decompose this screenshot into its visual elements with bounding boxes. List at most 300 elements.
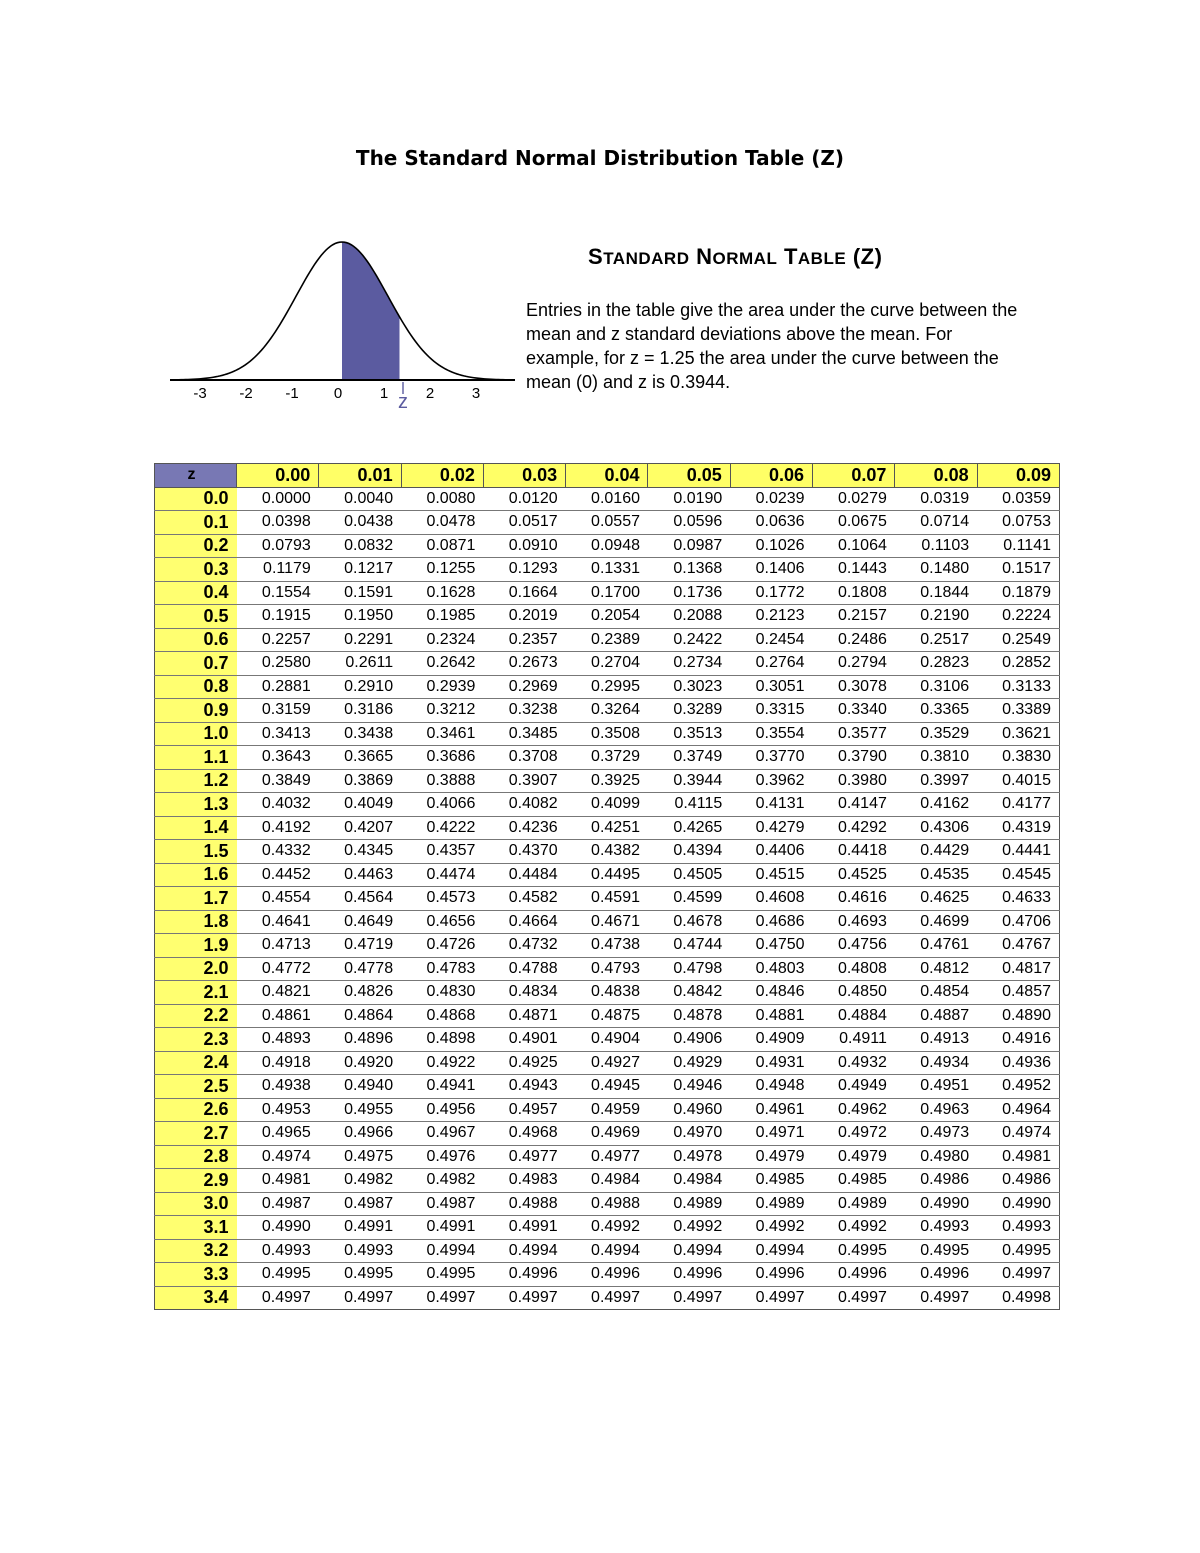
column-header: 0.07 bbox=[813, 464, 895, 488]
axis-tick-label: -2 bbox=[239, 385, 253, 402]
table-row bbox=[155, 863, 1060, 887]
table-cell: 0.4699 bbox=[895, 910, 977, 934]
table-cell: 0.4995 bbox=[319, 1263, 401, 1287]
table-row bbox=[155, 981, 1060, 1005]
table-cell: 0.4978 bbox=[648, 1145, 730, 1169]
table-cell: 0.0714 bbox=[895, 511, 977, 535]
table-cell: 0.2764 bbox=[730, 652, 812, 676]
table-cell: 0.4803 bbox=[730, 957, 812, 981]
table-cell: 0.4015 bbox=[977, 769, 1059, 793]
row-header: 1.1 bbox=[155, 746, 237, 770]
table-cell: 0.4989 bbox=[813, 1192, 895, 1216]
table-cell: 0.0753 bbox=[977, 511, 1059, 535]
table-cell: 0.4957 bbox=[483, 1098, 565, 1122]
table-cell: 0.4998 bbox=[977, 1286, 1059, 1310]
table-cell: 0.4573 bbox=[401, 887, 483, 911]
table-row bbox=[155, 934, 1060, 958]
row-header: 3.0 bbox=[155, 1192, 237, 1216]
table-cell: 0.4965 bbox=[237, 1122, 319, 1146]
table-cell: 0.4981 bbox=[237, 1169, 319, 1193]
row-header: 2.1 bbox=[155, 981, 237, 1005]
table-cell: 0.4418 bbox=[813, 840, 895, 864]
table-cell: 0.4761 bbox=[895, 934, 977, 958]
table-cell: 0.0239 bbox=[730, 487, 812, 511]
axis-tick-label: -1 bbox=[285, 385, 299, 402]
table-cell: 0.3212 bbox=[401, 699, 483, 723]
table-cell: 0.4177 bbox=[977, 793, 1059, 817]
row-header: 1.6 bbox=[155, 863, 237, 887]
table-cell: 0.4452 bbox=[237, 863, 319, 887]
table-cell: 0.4441 bbox=[977, 840, 1059, 864]
table-cell: 0.4744 bbox=[648, 934, 730, 958]
table-cell: 0.3729 bbox=[566, 746, 648, 770]
table-cell: 0.4991 bbox=[483, 1216, 565, 1240]
table-header-row bbox=[155, 464, 1060, 488]
table-cell: 0.2517 bbox=[895, 628, 977, 652]
table-row bbox=[155, 1122, 1060, 1146]
table-cell: 0.2422 bbox=[648, 628, 730, 652]
table-cell: 0.4922 bbox=[401, 1051, 483, 1075]
table-cell: 0.4967 bbox=[401, 1122, 483, 1146]
table-cell: 0.4906 bbox=[648, 1028, 730, 1052]
table-cell: 0.1985 bbox=[401, 605, 483, 629]
table-cell: 0.4987 bbox=[319, 1192, 401, 1216]
row-header: 3.4 bbox=[155, 1286, 237, 1310]
table-cell: 0.3365 bbox=[895, 699, 977, 723]
table-cell: 0.4878 bbox=[648, 1004, 730, 1028]
table-row bbox=[155, 1028, 1060, 1052]
table-cell: 0.4916 bbox=[977, 1028, 1059, 1052]
table-cell: 0.0596 bbox=[648, 511, 730, 535]
table-cell: 0.2642 bbox=[401, 652, 483, 676]
table-cell: 0.3023 bbox=[648, 675, 730, 699]
table-cell: 0.4554 bbox=[237, 887, 319, 911]
table-cell: 0.3133 bbox=[977, 675, 1059, 699]
row-header: 1.3 bbox=[155, 793, 237, 817]
table-cell: 0.3315 bbox=[730, 699, 812, 723]
table-cell: 0.4977 bbox=[566, 1145, 648, 1169]
table-cell: 0.4332 bbox=[237, 840, 319, 864]
column-header: 0.06 bbox=[730, 464, 812, 488]
table-cell: 0.3186 bbox=[319, 699, 401, 723]
table-cell: 0.4997 bbox=[566, 1286, 648, 1310]
table-cell: 0.1443 bbox=[813, 558, 895, 582]
table-cell: 0.4616 bbox=[813, 887, 895, 911]
table-cell: 0.0279 bbox=[813, 487, 895, 511]
table-cell: 0.0120 bbox=[483, 487, 565, 511]
table-cell: 0.4279 bbox=[730, 816, 812, 840]
table-cell: 0.4992 bbox=[566, 1216, 648, 1240]
table-cell: 0.4941 bbox=[401, 1075, 483, 1099]
table-cell: 0.4997 bbox=[319, 1286, 401, 1310]
table-cell: 0.2939 bbox=[401, 675, 483, 699]
row-header: 2.3 bbox=[155, 1028, 237, 1052]
table-cell: 0.4987 bbox=[237, 1192, 319, 1216]
table-cell: 0.3749 bbox=[648, 746, 730, 770]
table-cell: 0.0793 bbox=[237, 534, 319, 558]
table-cell: 0.2257 bbox=[237, 628, 319, 652]
table-cell: 0.2580 bbox=[237, 652, 319, 676]
table-cell: 0.4992 bbox=[648, 1216, 730, 1240]
axis-tick-label: 2 bbox=[425, 385, 435, 402]
table-cell: 0.4979 bbox=[813, 1145, 895, 1169]
table-cell: 0.4265 bbox=[648, 816, 730, 840]
table-cell: 0.4992 bbox=[730, 1216, 812, 1240]
table-cell: 0.0080 bbox=[401, 487, 483, 511]
table-cell: 0.3665 bbox=[319, 746, 401, 770]
table-cell: 0.4817 bbox=[977, 957, 1059, 981]
table-cell: 0.4896 bbox=[319, 1028, 401, 1052]
table-cell: 0.4977 bbox=[483, 1145, 565, 1169]
table-cell: 0.4972 bbox=[813, 1122, 895, 1146]
table-cell: 0.0359 bbox=[977, 487, 1059, 511]
table-cell: 0.4966 bbox=[319, 1122, 401, 1146]
table-cell: 0.4995 bbox=[401, 1263, 483, 1287]
table-cell: 0.4976 bbox=[401, 1145, 483, 1169]
table-cell: 0.4854 bbox=[895, 981, 977, 1005]
table-cell: 0.4207 bbox=[319, 816, 401, 840]
table-cell: 0.4988 bbox=[483, 1192, 565, 1216]
row-header: 0.8 bbox=[155, 675, 237, 699]
table-cell: 0.2611 bbox=[319, 652, 401, 676]
table-cell: 0.4911 bbox=[813, 1028, 895, 1052]
row-header: 1.0 bbox=[155, 722, 237, 746]
table-cell: 0.4887 bbox=[895, 1004, 977, 1028]
table-cell: 0.2454 bbox=[730, 628, 812, 652]
table-cell: 0.4984 bbox=[566, 1169, 648, 1193]
table-cell: 0.4706 bbox=[977, 910, 1059, 934]
table-cell: 0.2969 bbox=[483, 675, 565, 699]
normal-curve-diagram bbox=[170, 236, 515, 411]
table-cell: 0.4049 bbox=[319, 793, 401, 817]
table-cell: 0.4474 bbox=[401, 863, 483, 887]
table-cell: 0.4909 bbox=[730, 1028, 812, 1052]
table-cell: 0.2881 bbox=[237, 675, 319, 699]
table-cell: 0.4099 bbox=[566, 793, 648, 817]
table-cell: 0.3770 bbox=[730, 746, 812, 770]
table-cell: 0.4861 bbox=[237, 1004, 319, 1028]
table-cell: 0.0910 bbox=[483, 534, 565, 558]
table-cell: 0.4936 bbox=[977, 1051, 1059, 1075]
table-cell: 0.4599 bbox=[648, 887, 730, 911]
table-cell: 0.4987 bbox=[401, 1192, 483, 1216]
row-header: 2.5 bbox=[155, 1075, 237, 1099]
table-cell: 0.0478 bbox=[401, 511, 483, 535]
table-cell: 0.2224 bbox=[977, 605, 1059, 629]
row-header: 2.8 bbox=[155, 1145, 237, 1169]
table-cell: 0.4996 bbox=[648, 1263, 730, 1287]
table-cell: 0.4943 bbox=[483, 1075, 565, 1099]
table-cell: 0.4934 bbox=[895, 1051, 977, 1075]
table-description: Entries in the table give the area under the curve between the mean and z standard deviations above the mean. For example, for z = 1.25 the area under the curve between the mean (0) and z is 0.3944. bbox=[526, 300, 1018, 392]
table-cell: 0.3289 bbox=[648, 699, 730, 723]
table-cell: 0.4767 bbox=[977, 934, 1059, 958]
column-header: 0.01 bbox=[319, 464, 401, 488]
table-cell: 0.0319 bbox=[895, 487, 977, 511]
table-cell: 0.3513 bbox=[648, 722, 730, 746]
table-cell: 0.4345 bbox=[319, 840, 401, 864]
table-cell: 0.4932 bbox=[813, 1051, 895, 1075]
table-cell: 0.3790 bbox=[813, 746, 895, 770]
table-row bbox=[155, 628, 1060, 652]
table-cell: 0.4463 bbox=[319, 863, 401, 887]
table-cell: 0.1103 bbox=[895, 534, 977, 558]
table-cell: 0.4959 bbox=[566, 1098, 648, 1122]
table-cell: 0.4306 bbox=[895, 816, 977, 840]
table-cell: 0.0871 bbox=[401, 534, 483, 558]
table-cell: 0.4535 bbox=[895, 863, 977, 887]
table-cell: 0.4955 bbox=[319, 1098, 401, 1122]
table-cell: 0.4495 bbox=[566, 863, 648, 887]
table-cell: 0.2734 bbox=[648, 652, 730, 676]
table-cell: 0.1255 bbox=[401, 558, 483, 582]
table-cell: 0.4949 bbox=[813, 1075, 895, 1099]
table-cell: 0.4993 bbox=[977, 1216, 1059, 1240]
table-cell: 0.4850 bbox=[813, 981, 895, 1005]
row-header: 0.4 bbox=[155, 581, 237, 605]
table-cell: 0.4994 bbox=[483, 1239, 565, 1263]
table-cell: 0.4222 bbox=[401, 816, 483, 840]
table-row bbox=[155, 1216, 1060, 1240]
table-cell: 0.2019 bbox=[483, 605, 565, 629]
table-cell: 0.4988 bbox=[566, 1192, 648, 1216]
table-cell: 0.2088 bbox=[648, 605, 730, 629]
table-cell: 0.3554 bbox=[730, 722, 812, 746]
table-cell: 0.4608 bbox=[730, 887, 812, 911]
table-cell: 0.4985 bbox=[813, 1169, 895, 1193]
table-row bbox=[155, 1286, 1060, 1310]
table-cell: 0.4656 bbox=[401, 910, 483, 934]
table-cell: 0.4989 bbox=[648, 1192, 730, 1216]
table-cell: 0.4319 bbox=[977, 816, 1059, 840]
table-cell: 0.2157 bbox=[813, 605, 895, 629]
table-cell: 0.4925 bbox=[483, 1051, 565, 1075]
table-cell: 0.2910 bbox=[319, 675, 401, 699]
table-cell: 0.4994 bbox=[401, 1239, 483, 1263]
table-cell: 0.2486 bbox=[813, 628, 895, 652]
table-cell: 0.4564 bbox=[319, 887, 401, 911]
table-cell: 0.4591 bbox=[566, 887, 648, 911]
table-cell: 0.4830 bbox=[401, 981, 483, 1005]
table-cell: 0.4995 bbox=[895, 1239, 977, 1263]
column-header: 0.09 bbox=[977, 464, 1059, 488]
table-cell: 0.1179 bbox=[237, 558, 319, 582]
table-cell: 0.0636 bbox=[730, 511, 812, 535]
table-cell: 0.4484 bbox=[483, 863, 565, 887]
row-header: 3.2 bbox=[155, 1239, 237, 1263]
table-cell: 0.4990 bbox=[237, 1216, 319, 1240]
table-cell: 0.0987 bbox=[648, 534, 730, 558]
table-cell: 0.4920 bbox=[319, 1051, 401, 1075]
table-cell: 0.3389 bbox=[977, 699, 1059, 723]
row-header: 1.8 bbox=[155, 910, 237, 934]
table-cell: 0.3888 bbox=[401, 769, 483, 793]
table-cell: 0.3051 bbox=[730, 675, 812, 699]
row-header: 2.7 bbox=[155, 1122, 237, 1146]
table-row bbox=[155, 1075, 1060, 1099]
table-row bbox=[155, 558, 1060, 582]
table-row bbox=[155, 746, 1060, 770]
shaded-area bbox=[342, 242, 400, 380]
table-cell: 0.4980 bbox=[895, 1145, 977, 1169]
table-cell: 0.3686 bbox=[401, 746, 483, 770]
table-cell: 0.4394 bbox=[648, 840, 730, 864]
row-header: 3.3 bbox=[155, 1263, 237, 1287]
table-cell: 0.4808 bbox=[813, 957, 895, 981]
table-cell: 0.4963 bbox=[895, 1098, 977, 1122]
table-cell: 0.4989 bbox=[730, 1192, 812, 1216]
table-cell: 0.1368 bbox=[648, 558, 730, 582]
table-cell: 0.3997 bbox=[895, 769, 977, 793]
table-cell: 0.4738 bbox=[566, 934, 648, 958]
table-cell: 0.4678 bbox=[648, 910, 730, 934]
table-cell: 0.4996 bbox=[566, 1263, 648, 1287]
column-header: 0.05 bbox=[648, 464, 730, 488]
table-cell: 0.3849 bbox=[237, 769, 319, 793]
table-cell: 0.4893 bbox=[237, 1028, 319, 1052]
table-cell: 0.4945 bbox=[566, 1075, 648, 1099]
row-header: 0.2 bbox=[155, 534, 237, 558]
table-cell: 0.4370 bbox=[483, 840, 565, 864]
table-cell: 0.4890 bbox=[977, 1004, 1059, 1028]
table-cell: 0.4992 bbox=[813, 1216, 895, 1240]
table-cell: 0.4913 bbox=[895, 1028, 977, 1052]
table-cell: 0.4649 bbox=[319, 910, 401, 934]
table-cell: 0.4686 bbox=[730, 910, 812, 934]
table-row bbox=[155, 840, 1060, 864]
table-cell: 0.4960 bbox=[648, 1098, 730, 1122]
table-cell: 0.4997 bbox=[895, 1286, 977, 1310]
table-cell: 0.4983 bbox=[483, 1169, 565, 1193]
row-header: 1.9 bbox=[155, 934, 237, 958]
table-cell: 0.4429 bbox=[895, 840, 977, 864]
row-header: 0.6 bbox=[155, 628, 237, 652]
table-cell: 0.3643 bbox=[237, 746, 319, 770]
table-cell: 0.4732 bbox=[483, 934, 565, 958]
row-header: 1.7 bbox=[155, 887, 237, 911]
table-cell: 0.4995 bbox=[237, 1263, 319, 1287]
table-cell: 0.4996 bbox=[895, 1263, 977, 1287]
table-row bbox=[155, 887, 1060, 911]
axis-ticks bbox=[193, 385, 480, 402]
table-cell: 0.4953 bbox=[237, 1098, 319, 1122]
table-row bbox=[155, 511, 1060, 535]
table-cell: 0.0040 bbox=[319, 487, 401, 511]
table-cell: 0.4997 bbox=[648, 1286, 730, 1310]
table-cell: 0.4952 bbox=[977, 1075, 1059, 1099]
table-cell: 0.4993 bbox=[319, 1239, 401, 1263]
table-cell: 0.2324 bbox=[401, 628, 483, 652]
table-cell: 0.4162 bbox=[895, 793, 977, 817]
table-cell: 0.2357 bbox=[483, 628, 565, 652]
table-cell: 0.1064 bbox=[813, 534, 895, 558]
table-cell: 0.4625 bbox=[895, 887, 977, 911]
table-cell: 0.1331 bbox=[566, 558, 648, 582]
table-cell: 0.4971 bbox=[730, 1122, 812, 1146]
table-cell: 0.0160 bbox=[566, 487, 648, 511]
table-cell: 0.4641 bbox=[237, 910, 319, 934]
table-cell: 0.4545 bbox=[977, 863, 1059, 887]
table-cell: 0.4821 bbox=[237, 981, 319, 1005]
row-header: 0.3 bbox=[155, 558, 237, 582]
table-cell: 0.4962 bbox=[813, 1098, 895, 1122]
table-cell: 0.0190 bbox=[648, 487, 730, 511]
table-cell: 0.1700 bbox=[566, 581, 648, 605]
table-cell: 0.4996 bbox=[813, 1263, 895, 1287]
table-cell: 0.4788 bbox=[483, 957, 565, 981]
table-cell: 0.4996 bbox=[483, 1263, 565, 1287]
table-cell: 0.4192 bbox=[237, 816, 319, 840]
table-cell: 0.4991 bbox=[401, 1216, 483, 1240]
table-cell: 0.3078 bbox=[813, 675, 895, 699]
table-cell: 0.3508 bbox=[566, 722, 648, 746]
table-cell: 0.4834 bbox=[483, 981, 565, 1005]
table-cell: 0.3830 bbox=[977, 746, 1059, 770]
column-header: 0.00 bbox=[237, 464, 319, 488]
table-cell: 0.3106 bbox=[895, 675, 977, 699]
table-cell: 0.4671 bbox=[566, 910, 648, 934]
column-header: 0.04 bbox=[566, 464, 648, 488]
table-cell: 0.2054 bbox=[566, 605, 648, 629]
table-cell: 0.4871 bbox=[483, 1004, 565, 1028]
table-cell: 0.2794 bbox=[813, 652, 895, 676]
table-cell: 0.1480 bbox=[895, 558, 977, 582]
table-cell: 0.0832 bbox=[319, 534, 401, 558]
table-cell: 0.4842 bbox=[648, 981, 730, 1005]
table-row bbox=[155, 793, 1060, 817]
table-cell: 0.4382 bbox=[566, 840, 648, 864]
table-cell: 0.4927 bbox=[566, 1051, 648, 1075]
row-header: 2.9 bbox=[155, 1169, 237, 1193]
column-header: 0.08 bbox=[895, 464, 977, 488]
table-row bbox=[155, 581, 1060, 605]
table-cell: 0.4994 bbox=[566, 1239, 648, 1263]
table-cell: 0.4582 bbox=[483, 887, 565, 911]
table-cell: 0.4778 bbox=[319, 957, 401, 981]
table-cell: 0.4812 bbox=[895, 957, 977, 981]
table-cell: 0.4973 bbox=[895, 1122, 977, 1146]
table-cell: 0.4974 bbox=[237, 1145, 319, 1169]
table-cell: 0.1026 bbox=[730, 534, 812, 558]
table-cell: 0.1141 bbox=[977, 534, 1059, 558]
row-header: 0.1 bbox=[155, 511, 237, 535]
row-header: 0.7 bbox=[155, 652, 237, 676]
table-cell: 0.4838 bbox=[566, 981, 648, 1005]
table-cell: 0.3944 bbox=[648, 769, 730, 793]
table-cell: 0.1406 bbox=[730, 558, 812, 582]
table-cell: 0.3925 bbox=[566, 769, 648, 793]
table-row bbox=[155, 816, 1060, 840]
table-cell: 0.1808 bbox=[813, 581, 895, 605]
table-cell: 0.2852 bbox=[977, 652, 1059, 676]
table-row bbox=[155, 487, 1060, 511]
table-cell: 0.4979 bbox=[730, 1145, 812, 1169]
row-header: 3.1 bbox=[155, 1216, 237, 1240]
table-cell: 0.4990 bbox=[977, 1192, 1059, 1216]
table-row bbox=[155, 534, 1060, 558]
axis-tick-label: 3 bbox=[471, 385, 481, 402]
table-cell: 0.4864 bbox=[319, 1004, 401, 1028]
z-table bbox=[154, 463, 1060, 1310]
axis-tick-label: 1 bbox=[379, 385, 389, 402]
table-cell: 0.2704 bbox=[566, 652, 648, 676]
table-row bbox=[155, 1145, 1060, 1169]
table-cell: 0.1293 bbox=[483, 558, 565, 582]
table-cell: 0.4875 bbox=[566, 1004, 648, 1028]
table-cell: 0.4904 bbox=[566, 1028, 648, 1052]
table-row bbox=[155, 957, 1060, 981]
table-cell: 0.4997 bbox=[483, 1286, 565, 1310]
